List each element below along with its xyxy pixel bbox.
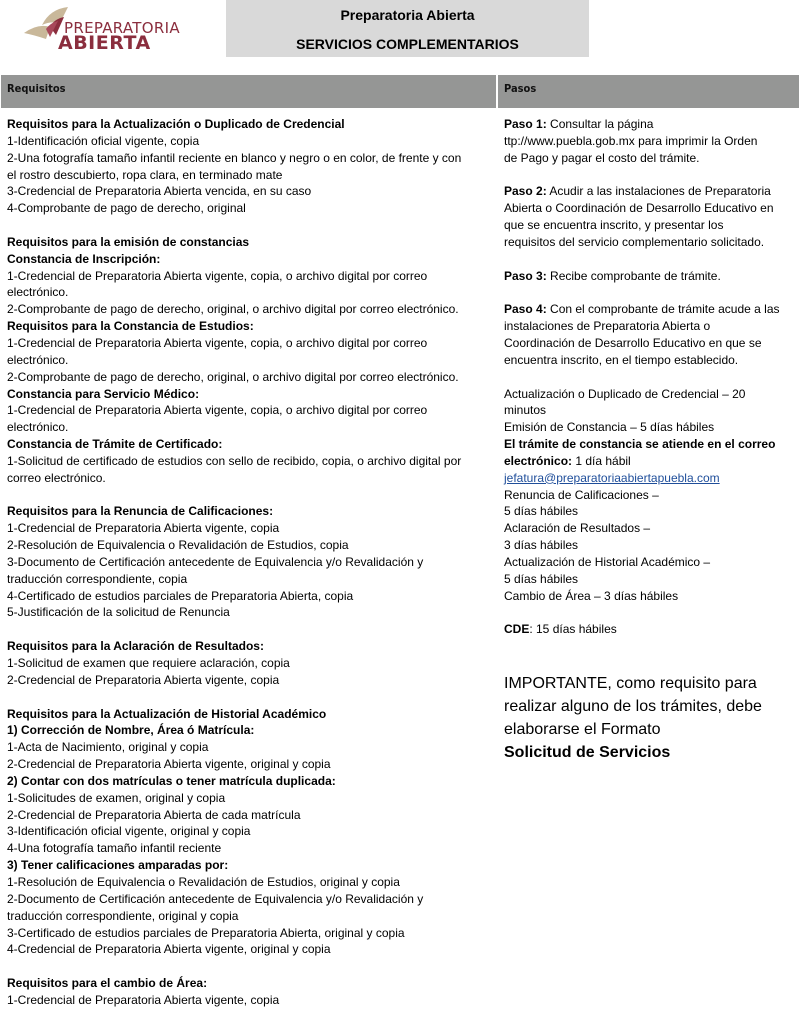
section-heading: Requisitos para la Actualización de Historial Académico (7, 706, 327, 721)
requirement-item: el rostro descubierto, ropa clara, en terminado mate (7, 167, 283, 182)
spacer (7, 487, 492, 504)
pasos-column (504, 116, 796, 764)
email-link-row (504, 470, 796, 487)
requirement-item: 1-Resolución de Equivalencia o Revalidación de Estudios, original y copia (7, 874, 400, 889)
spacer (504, 167, 796, 184)
step-text: 3 días hábiles (504, 538, 579, 553)
step-text: que se encuentra inscrito, y presentar los (504, 218, 724, 233)
step-text: instalaciones de Preparatoria Abierta o (504, 319, 711, 334)
requirement-item: 1-Acta de Nacimiento, original y copia (7, 740, 209, 755)
step-line (504, 588, 796, 605)
requirement-item: 1-Credencial de Preparatoria Abierta vigente, copia, o archivo digital por correo (7, 335, 428, 350)
spacer (504, 284, 796, 301)
step-text: Cambio de Área – 3 días hábiles (504, 588, 679, 603)
requirement-item: 1-Solicitudes de examen, original y copia (7, 790, 226, 805)
requirement-item: 2-Credencial de Preparatoria Abierta de cada matrícula (7, 807, 301, 822)
step-line (504, 571, 796, 588)
step-line (504, 352, 796, 369)
step-text: Consultar la página (546, 117, 654, 131)
important-form-name: Solicitud de Servicios (504, 743, 671, 761)
step-text: Emisión de Constancia – 5 días hábiles (504, 420, 715, 435)
logo-text-top: PREPARATORIA (64, 19, 180, 37)
step-text: Actualización o Duplicado de Credencial – 20 (504, 386, 746, 401)
step-line (504, 183, 796, 200)
step-line (504, 554, 796, 571)
important-line-2: realizar alguno de los trámites, debe (504, 697, 762, 715)
logo-text-bottom: ABIERTA (58, 32, 151, 54)
preparatoria-abierta-logo (20, 5, 180, 53)
requirement-item: 2-Comprobante de pago de derecho, original, o archivo digital por correo electrónico. (7, 369, 459, 384)
step-line (504, 621, 796, 638)
step-line (504, 402, 796, 419)
section-heading: Requisitos para el cambio de Área: (7, 976, 208, 991)
step-text: : 15 días hábiles (529, 622, 617, 637)
requirement-item: 3-Credencial de Preparatoria Abierta vencida, en su caso (7, 184, 312, 199)
step-label: Paso 3: (504, 268, 547, 283)
requirement-item: 1-Credencial de Preparatoria Abierta vigente, copia, o archivo digital por correo (7, 403, 428, 418)
step-text: Coordinación de Desarrollo Educativo en que se (504, 335, 762, 350)
step-line (504, 487, 796, 504)
requirement-item: electrónico. (7, 352, 69, 367)
step-line (504, 268, 796, 285)
requirement-item: traducción correspondiente, copia (7, 571, 188, 586)
requirement-item: 1-Identificación oficial vigente, copia (7, 133, 200, 148)
step-text: 5 días hábiles (504, 504, 579, 519)
section-heading: 1) Corrección de Nombre, Área ó Matrícula: (7, 723, 255, 738)
step-line (504, 217, 796, 234)
spacer (7, 689, 492, 706)
step-text: 5 días hábiles (504, 571, 579, 586)
spacer (504, 251, 796, 268)
title-line-2: SERVICIOS COMPLEMENTARIOS (296, 36, 519, 52)
requirement-item: 1-Credencial de Preparatoria Abierta vigente, copia (7, 992, 280, 1007)
requirement-item: correo electrónico. (7, 470, 106, 485)
section-heading: Requisitos para la Aclaración de Resultados: (7, 639, 264, 654)
title-line-1: Preparatoria Abierta (340, 7, 475, 23)
section-heading: Constancia de Inscripción: (7, 251, 161, 266)
spacer (504, 604, 796, 621)
step-text: 1 día hábil (572, 453, 631, 468)
step-line (504, 116, 796, 133)
spacer (7, 621, 492, 638)
step-line (504, 436, 796, 453)
step-line (504, 386, 796, 403)
step-line (504, 318, 796, 335)
step-label: Paso 2: (504, 184, 547, 199)
step-line (504, 520, 796, 537)
step-text: Aclaración de Resultados – (504, 521, 651, 536)
document-title-box (226, 0, 589, 57)
requirement-item: 4-Una fotografía tamaño infantil reciente (7, 841, 222, 856)
column-header-pasos: Pasos (498, 75, 799, 108)
step-text: Abierta o Coordinación de Desarrollo Educativo en (504, 201, 774, 216)
step-text: encuentra inscrito, en el tiempo establecido. (504, 352, 739, 367)
requirement-item: 1-Credencial de Preparatoria Abierta vigente, copia (7, 521, 280, 536)
step-label: electrónico: (504, 453, 573, 468)
section-heading: Requisitos para la Renuncia de Calificaciones: (7, 504, 274, 519)
step-text: Acudir a las instalaciones de Preparatoria (546, 184, 771, 199)
requirement-item: 2-Documento de Certificación antecedente de Equivalencia y/o Revalidación y (7, 891, 424, 906)
spacer (504, 369, 796, 386)
requirement-item: 4-Comprobante de pago de derecho, original (7, 201, 246, 216)
section-heading: Requisitos para la Actualización o Duplicado de Credencial (7, 117, 345, 131)
step-label: Paso 1: (504, 117, 547, 131)
section-heading: Requisitos para la Constancia de Estudios: (7, 319, 254, 334)
requirement-item: traducción correspondiente, original y copia (7, 908, 239, 923)
requirement-item: 2-Resolución de Equivalencia o Revalidación de Estudios, copia (7, 538, 349, 553)
requirement-item: 2-Credencial de Preparatoria Abierta vigente, original y copia (7, 757, 331, 772)
important-line-1: IMPORTANTE, como requisito para (504, 674, 757, 692)
section-heading: 2) Contar con dos matrículas o tener matrícula duplicada: (7, 773, 336, 788)
step-text: minutos (504, 403, 547, 418)
step-line (504, 133, 796, 150)
requirement-item: 4-Credencial de Preparatoria Abierta vigente, original y copia (7, 942, 331, 957)
step-line (504, 335, 796, 352)
spacer (7, 958, 492, 975)
important-line-3: elaborarse el Formato (504, 720, 661, 738)
step-text: requisitos del servicio complementario solicitado. (504, 234, 765, 249)
step-line (504, 150, 796, 167)
requirement-item: 3-Certificado de estudios parciales de Preparatoria Abierta, original y copia (7, 925, 405, 940)
step-line (504, 301, 796, 318)
requirement-item: 3-Documento de Certificación antecedente de Equivalencia y/o Revalidación y (7, 554, 424, 569)
requirement-item: 5-Justificación de la solicitud de Renuncia (7, 605, 230, 620)
important-notice (504, 672, 796, 764)
requirement-item: electrónico. (7, 285, 69, 300)
requirement-item: 4-Certificado de estudios parciales de Preparatoria Abierta, copia (7, 588, 354, 603)
pasos-list (504, 116, 796, 638)
step-text: Con el comprobante de trámite acude a las (546, 302, 780, 317)
requirement-item: 1-Solicitud de certificado de estudios con sello de recibido, copia, o archivo digital por (7, 453, 462, 468)
requirement-item: 3-Identificación oficial vigente, original y copia (7, 824, 251, 839)
spacer (7, 217, 492, 234)
section-heading: Constancia de Trámite de Certificado: (7, 437, 223, 452)
step-text: Actualización de Historial Académico – (504, 554, 711, 569)
column-header-requisitos: Requisitos (1, 75, 496, 108)
requisitos-column (7, 116, 492, 1009)
section-heading: 3) Tener calificaciones amparadas por: (7, 858, 229, 873)
requirement-item: electrónico. (7, 420, 69, 435)
step-line (504, 234, 796, 251)
step-line (504, 503, 796, 520)
step-label: El trámite de constancia se atiende en el correo (504, 437, 776, 452)
step-line (504, 200, 796, 217)
requirement-item: 1-Credencial de Preparatoria Abierta vigente, copia, o archivo digital por correo (7, 268, 428, 283)
step-text: Recibe comprobante de trámite. (546, 268, 721, 283)
requirement-item: 2-Credencial de Preparatoria Abierta vigente, copia (7, 672, 280, 687)
requirement-item: 2-Comprobante de pago de derecho, original, o archivo digital por correo electrónico. (7, 302, 459, 317)
step-text: Renuncia de Calificaciones – (504, 487, 659, 502)
step-label: Paso 4: (504, 302, 547, 317)
step-label: CDE (504, 622, 530, 637)
step-text: de Pago y pagar el costo del trámite. (504, 150, 700, 165)
section-heading: Constancia para Servicio Médico: (7, 386, 200, 401)
step-line (504, 537, 796, 554)
requirement-item: 2-Una fotografía tamaño infantil reciente en blanco y negro o en color, de frente y con (7, 150, 462, 165)
requirement-item: 1-Solicitud de examen que requiere aclaración, copia (7, 656, 290, 670)
section-heading: Requisitos para la emisión de constancias (7, 234, 250, 249)
step-line (504, 419, 796, 436)
email-link[interactable]: jefatura@preparatoriaabiertapuebla.com (504, 470, 720, 485)
step-line (504, 453, 796, 470)
step-text: ttp://www.puebla.gob.mx para imprimir la Orden (504, 133, 758, 148)
